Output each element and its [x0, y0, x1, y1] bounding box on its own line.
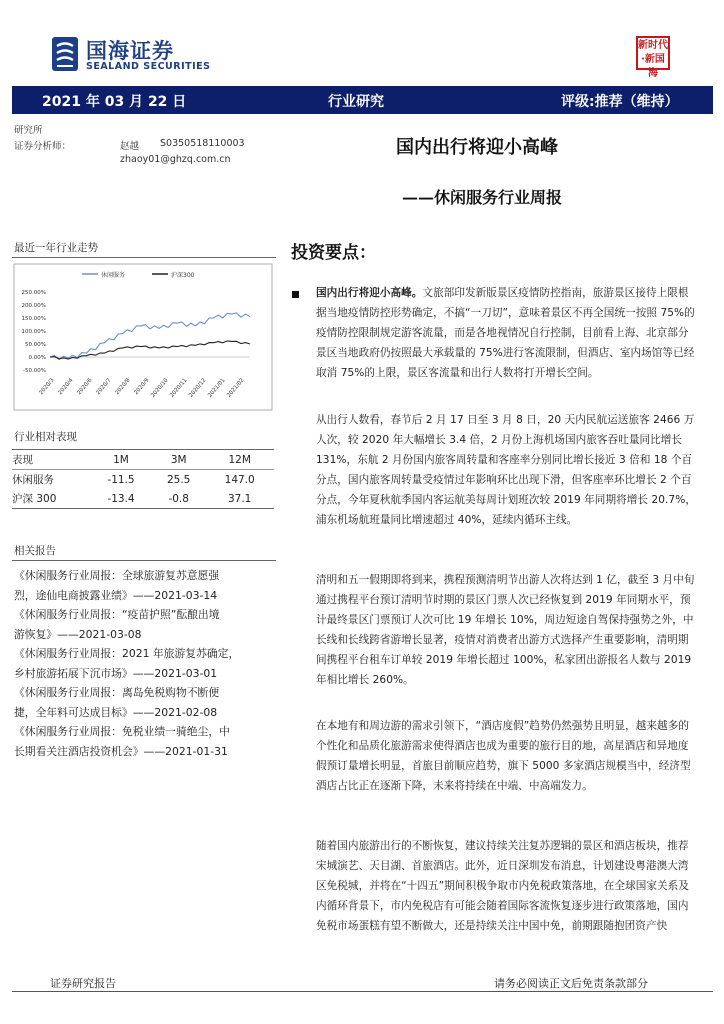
- x-tick-label: 2021/01: [207, 377, 227, 399]
- footer-right: 请务必阅读正文后免责条款部分: [494, 977, 648, 990]
- x-tick-label: 2020/3: [38, 377, 56, 397]
- series-line-leisure: [50, 313, 250, 360]
- related-report-line[interactable]: 游恢复》——2021-03-08: [14, 627, 142, 641]
- analyst-name: 赵越: [120, 141, 140, 152]
- table-row: [12, 489, 274, 509]
- related-report-line[interactable]: 《休闲服务行业周报：免税业绩一骑绝尘，中: [14, 725, 230, 738]
- related-reports-list: [14, 566, 278, 761]
- legend-label: 休闲服务: [101, 272, 126, 279]
- y-tick-label: 100.00%: [21, 329, 46, 335]
- x-tick-label: 2020/11: [169, 377, 189, 399]
- lead-bold-text: 国内出行将迎小高峰。: [316, 287, 423, 299]
- trend-section-title: 最近一年行业走势: [14, 242, 98, 254]
- stamp-text: 新时代·新国海: [638, 40, 668, 79]
- table-cell: 休闲服务: [12, 474, 54, 486]
- bullet-icon: [292, 291, 299, 298]
- paragraph-3: 清明和五一假期即将到来，携程预测清明节出游人次将达到 1 亿，截至 3 月中旬通过携程平台预订清明节时期的景区门票人次已经恢复到 2019 年同期水平，预计最终景区门票预订人次可比 19 年增长 10%，周边短途自驾保持强势之外，中长线和长线跨省游增长显著，疫情对消费者出游方式选择产生重要影响，清明期间携程平台租车订单较 2019 年增长超过 100%，私家团出游报名人数与 2019 年相比增长 260%。: [316, 574, 695, 686]
- legend-label: 沪深300: [171, 272, 195, 279]
- series-line-csi300: [50, 341, 250, 359]
- institute-label: 研究所: [14, 125, 43, 136]
- trend-chart: [12, 262, 276, 412]
- page-title: 国内出行将迎小高峰: [396, 137, 558, 158]
- report-category: 行业研究: [328, 94, 384, 110]
- related-report-line[interactable]: 捷，全年料可达成目标》——2021-02-08: [14, 705, 218, 719]
- related-section-title: 相关报告: [14, 545, 56, 557]
- trend-divider: [12, 257, 276, 258]
- related-divider: [12, 560, 276, 561]
- paragraph-4: 在本地有和周边游的需求引领下，“酒店度假”趋势仍然强势且明显，越来越多的个性化和品质化旅游需求使得酒店也成为重要的旅行目的地，高星酒店和异地度假预订量增长明显，首旅目前顺应趋势，旗下 5000 多家酒店规模当中，经济型酒店占比正在逐渐下降，未来将持续在中端、中高端发力。: [316, 720, 691, 792]
- report-rating: 评级:推荐（维持）: [561, 94, 679, 110]
- related-report-line[interactable]: 《休闲服务行业周报：全球旅游复苏意愿强: [14, 569, 220, 582]
- x-tick-label: 2020/10: [150, 377, 170, 399]
- report-date: 2021 年 03 月 22 日: [42, 94, 187, 110]
- table-cell: 37.1: [227, 492, 252, 505]
- paragraph-1-text: 文旅部印发新版景区疫情防控指南，旅游景区接待上限根据当地疫情防控形势确定，不搞“一刀切”，意味着景区不再全国统一按照 75%的疫情防控限制规定游客流量，而是各地视情况自行控制，目前看上海、北京部分景区当地政府仍按照最大承载量的 75%进行客流限制，但酒店、室内场馆等已经取消 75%的上限，景区客流量和出行人数将打开增长空间。: [316, 287, 695, 379]
- table-cell: -11.5: [107, 473, 135, 486]
- analyst-label: 证券分析师：: [14, 141, 72, 152]
- y-tick-label: 50.00%: [25, 342, 46, 348]
- related-report-line[interactable]: 《休闲服务行业周报：离岛免税购物不断便: [14, 686, 220, 699]
- sealand-logo-icon: [52, 37, 78, 71]
- x-tick-label: 2020/8: [114, 377, 132, 397]
- brand-stamp: [636, 36, 670, 79]
- table-cell: -0.8: [168, 492, 189, 505]
- table-cell: -13.4: [107, 492, 135, 505]
- paragraph-5: 随着国内旅游出行的不断恢复，建议持续关注复苏逻辑的景区和酒店板块，推荐宋城演艺、天目湖、首旅酒店。此外，近日深圳发布消息，计划建设粤港澳大湾区免税城，并将在“十四五”期间积极争取市内免税政策落地，在全球国家关系及内循环背景下，市内免税店有可能会随着国际客流恢复逐步进行政策落地，国内免税市场蛋糕有望不断做大，还是持续关注中国中免，前期跟随抱团资产快: [316, 840, 689, 932]
- y-tick-label: 200.00%: [21, 303, 46, 309]
- y-tick-label: 0.00%: [28, 355, 46, 361]
- y-tick-label: -50.00%: [23, 368, 46, 374]
- related-report-line[interactable]: 长期看关注酒店投资机会》——2021-01-31: [14, 744, 228, 758]
- related-report-line[interactable]: 烈，途仙电商披露业绩》——2021-03-14: [14, 588, 218, 602]
- x-tick-label: 2020/6: [76, 377, 94, 397]
- column-header: 表现: [12, 454, 33, 466]
- page-subtitle: ——休闲服务行业周报: [402, 188, 563, 207]
- x-tick-label: 2020/4: [57, 377, 75, 397]
- y-tick-label: 250.00%: [21, 290, 46, 296]
- brand-name-en: SEALAND SECURITIES: [86, 61, 211, 72]
- column-header: 3M: [170, 453, 187, 466]
- table-row: [12, 470, 274, 490]
- performance-table: [12, 449, 274, 509]
- related-report-line[interactable]: 乡村旅游拓展下沉市场》——2021-03-01: [14, 666, 218, 680]
- x-tick-label: 2021/02: [226, 377, 246, 399]
- x-tick-label: 2020/7: [95, 377, 113, 397]
- paragraph-1: [316, 283, 698, 383]
- x-tick-label: 2020/12: [188, 377, 208, 399]
- header-banner: [12, 86, 713, 114]
- table-cell: 25.5: [166, 473, 191, 486]
- investment-title: 投资要点：: [291, 243, 376, 263]
- brand-name-cn: 国海证券: [86, 38, 174, 63]
- table-cell: 147.0: [224, 473, 255, 486]
- x-tick-label: 2020/9: [133, 377, 151, 397]
- footer-left: 证券研究报告: [50, 977, 116, 990]
- analyst-email[interactable]: zhaoy01@ghzq.com.cn: [120, 154, 231, 165]
- table-cell: 沪深 300: [12, 493, 57, 505]
- column-header: 1M: [113, 453, 129, 466]
- performance-section-title: 行业相对表现: [14, 431, 77, 443]
- related-report-line[interactable]: 《休闲服务行业周报：“疫苗护照”酝酿出境: [14, 608, 220, 621]
- paragraph-2: 从出行人数看，春节后 2 月 17 日至 3 月 8 日，20 天内民航运送旅客 2466 万人次，较 2020 年大幅增长 3.4 倍，2 月份上海机场国内旅客吞吐量同比增长 131%，东航 2 月份国内旅客周转量和客座率分别同比增长接近 3 倍和 18 个百分点，国内旅客周转量受疫情过年影响环比出现下滑，但客座率环比增长 2 个百分点，今年夏秋航季国内客运航美每周计划班次较 2019 年同期将增长 20.7%，浦东机场航班量同比增速超过 40%，延续内循环主线。: [316, 414, 696, 526]
- performance-header-row: [12, 450, 274, 470]
- related-report-line[interactable]: 《休闲服务行业周报：2021 年旅游复苏确定，: [14, 647, 240, 660]
- footer-divider: [12, 991, 713, 992]
- column-header: 12M: [228, 453, 251, 466]
- y-tick-label: 150.00%: [21, 316, 46, 322]
- analyst-license: S0350518110003: [160, 138, 245, 149]
